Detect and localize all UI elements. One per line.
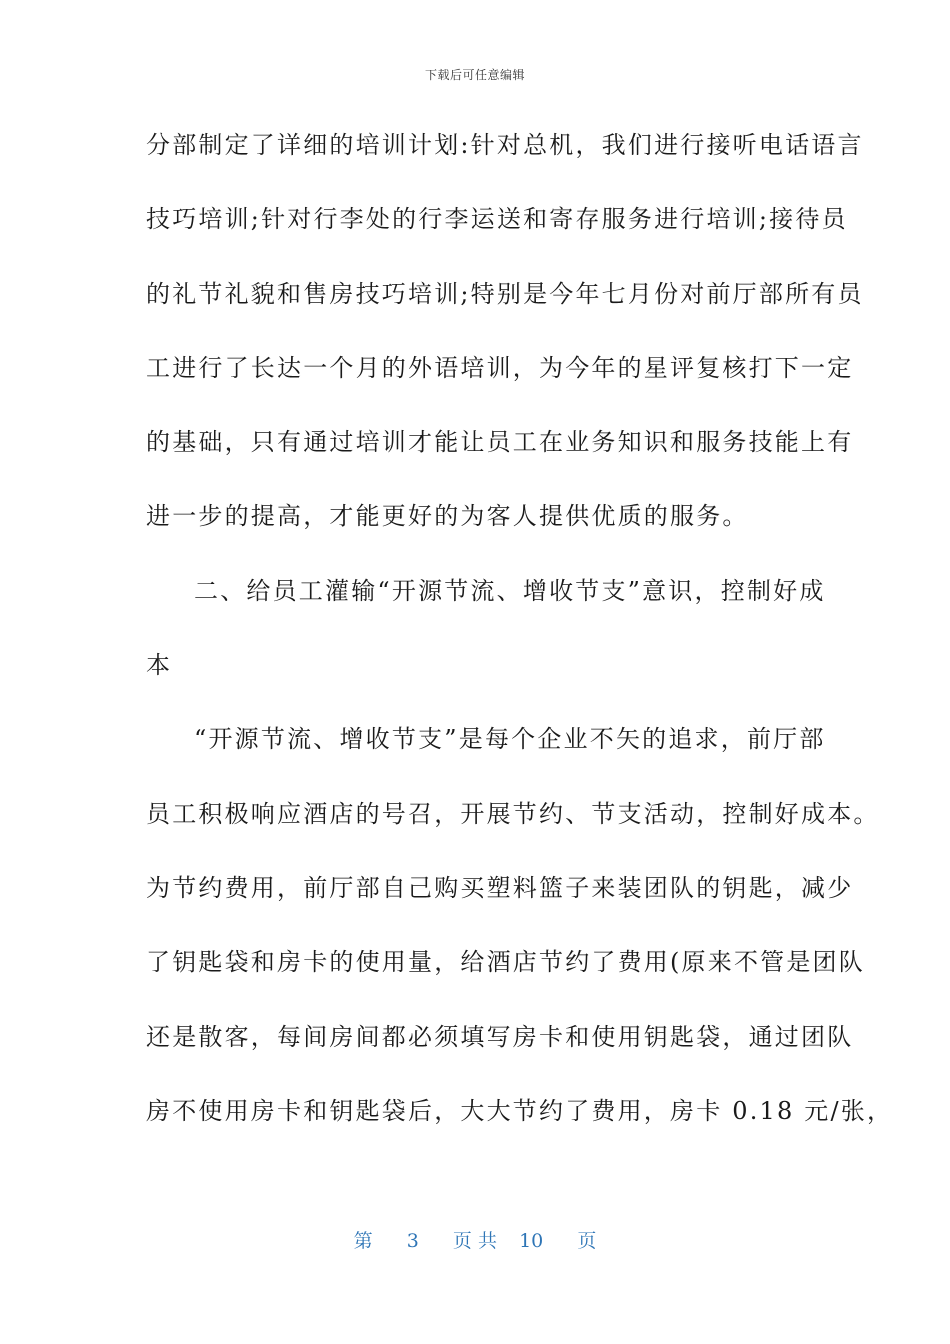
page-header: 下载后可任意编辑 xyxy=(424,68,525,82)
document-body xyxy=(146,122,894,1162)
page-suffix: 页 xyxy=(577,1230,597,1252)
body-line-13: 还是散客，每间房间都必须填写房卡和使用钥匙袋，通过团队 xyxy=(146,1022,854,1051)
body-line-14: 房不使用房卡和钥匙袋后，大大节约了费用，房卡 0.18 元/张， xyxy=(146,1096,894,1125)
body-line-11: 为节约费用，前厅部自己购买塑料篮子来装团队的钥匙，减少 xyxy=(146,873,854,902)
body-line-1: 分部制定了详细的培训计划:针对总机，我们进行接听电话语言 xyxy=(146,131,864,159)
body-line-3: 的礼节礼貌和售房技巧培训;特别是今年七月份对前厅部所有员 xyxy=(146,279,864,308)
body-line-10: 员工积极响应酒店的号召，开展节约、节支活动，控制好成本。 xyxy=(146,799,880,828)
body-line-12: 了钥匙袋和房卡的使用量，给酒店节约了费用(原来不管是团队 xyxy=(146,948,865,977)
body-line-4: 工进行了长达一个月的外语培训，为今年的星评复核打下一定 xyxy=(146,353,854,382)
total-pages-number: 10 xyxy=(519,1230,544,1252)
current-page-number: 3 xyxy=(406,1230,419,1252)
section-heading-line-1: 二、给员工灌输“开源节流、增收节支”意识，控制好成 xyxy=(194,576,826,605)
section-heading-line-2: 本 xyxy=(146,651,173,680)
page-footer xyxy=(0,1226,950,1253)
body-line-2: 技巧培训;针对行李处的行李运送和寄存服务进行培训;接待员 xyxy=(146,205,848,234)
body-line-9: “开源节流、增收节支”是每个企业不矢的追求，前厅部 xyxy=(194,725,826,754)
body-line-6: 进一步的提高，才能更好的为客人提供优质的服务。 xyxy=(146,502,749,531)
body-line-5: 的基础，只有通过培训才能让员工在业务知识和服务技能上有 xyxy=(146,428,854,457)
page-middle-text: 页 共 xyxy=(452,1230,497,1252)
page-prefix: 第 xyxy=(353,1230,373,1252)
